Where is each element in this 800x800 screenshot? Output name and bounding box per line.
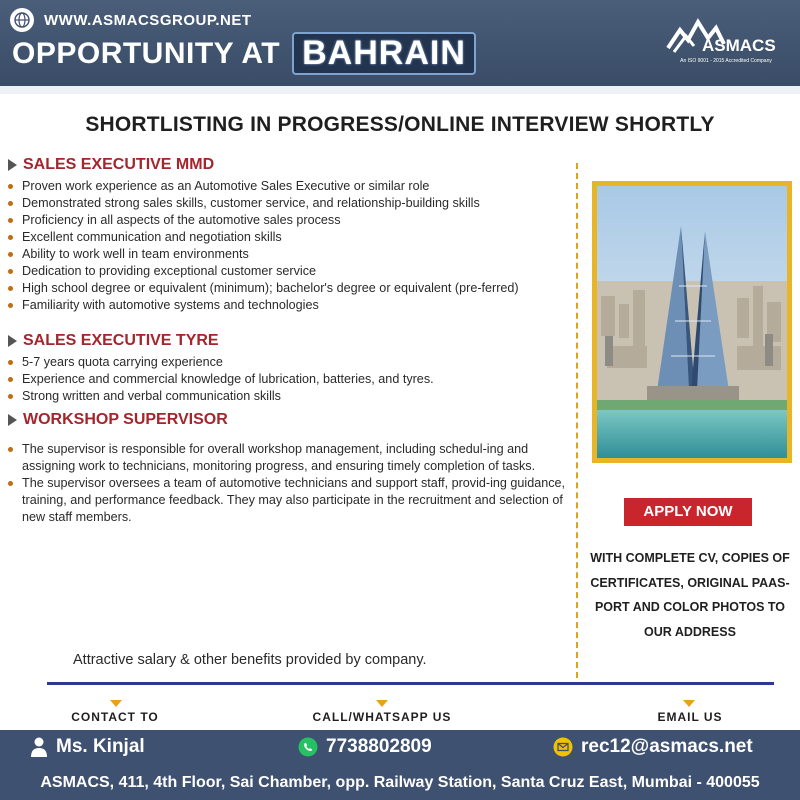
list-item: Ability to work well in team environments bbox=[8, 246, 568, 263]
contact-label: CONTACT TO bbox=[71, 710, 159, 724]
list-item: Demonstrated strong sales skills, customer service, and relationship-building skills bbox=[8, 195, 568, 212]
list-item: 5-7 years quota carrying experience bbox=[8, 354, 568, 371]
logo-tagline: An ISO 9001 - 2015 Accredited Company bbox=[680, 58, 772, 64]
bullet-list bbox=[8, 178, 568, 314]
job-section bbox=[8, 156, 568, 314]
email-label: EMAIL US bbox=[657, 710, 723, 724]
logo-name: ASMACS bbox=[702, 36, 776, 55]
headline: SHORTLISTING IN PROGRESS/ONLINE INTERVIEW SHORTLY bbox=[85, 113, 715, 136]
contact-name: Ms. Kinjal bbox=[56, 736, 145, 757]
section-title bbox=[8, 411, 568, 429]
email-icon bbox=[553, 737, 573, 757]
section-title-text: WORKSHOP SUPERVISOR bbox=[23, 411, 228, 428]
section-title-text: SALES EXECUTIVE TYRE bbox=[23, 332, 219, 349]
list-item: Proven work experience as an Automotive Sales Executive or similar role bbox=[8, 178, 568, 195]
section-title bbox=[8, 156, 568, 174]
contact-phone bbox=[298, 736, 432, 758]
job-section bbox=[8, 332, 568, 405]
horizontal-divider bbox=[47, 682, 774, 685]
phone-number[interactable]: 7738802809 bbox=[326, 736, 432, 757]
triangle-icon bbox=[8, 159, 17, 171]
vertical-divider bbox=[576, 163, 578, 678]
bullet-list bbox=[8, 354, 568, 405]
list-item: Strong written and verbal communication skills bbox=[8, 388, 568, 405]
job-section bbox=[8, 411, 568, 526]
footer-contact-bar bbox=[0, 730, 800, 800]
bullet-list bbox=[8, 441, 568, 526]
office-address: ASMACS, 411, 4th Floor, Sai Chamber, opp. Railway Station, Santa Cruz East, Mumbai - 400055 bbox=[40, 774, 760, 791]
globe-icon bbox=[10, 8, 34, 32]
website-link[interactable]: WWW.ASMACSGROUP.NET bbox=[44, 11, 252, 29]
website-row bbox=[10, 8, 252, 32]
title-location: BAHRAIN bbox=[292, 32, 476, 75]
section-title bbox=[8, 332, 568, 350]
bahrain-tower-photo bbox=[592, 181, 792, 463]
list-item: Proficiency in all aspects of the automotive sales process bbox=[8, 212, 568, 229]
person-icon bbox=[30, 737, 48, 757]
list-item: Familiarity with automotive systems and technologies bbox=[8, 297, 568, 314]
whatsapp-icon bbox=[298, 737, 318, 757]
list-item: The supervisor oversees a team of automotive technicians and support staff, provid-ing guidance, training, and performance feedback. They may also participate in the recruitment and selection of new staff members. bbox=[8, 475, 568, 526]
job-sections bbox=[8, 156, 568, 526]
list-item: Excellent communication and negotiation skills bbox=[8, 229, 568, 246]
call-label: CALL/WHATSAPP US bbox=[312, 710, 452, 724]
caret-down-icon bbox=[110, 700, 122, 707]
salary-note: Attractive salary & other benefits provided by company. bbox=[73, 652, 427, 668]
triangle-icon bbox=[8, 414, 17, 426]
section-title-text: SALES EXECUTIVE MMD bbox=[23, 156, 215, 173]
contact-email bbox=[553, 736, 753, 758]
list-item: High school degree or equivalent (minimum); bachelor's degree or equivalent (pre-ferred) bbox=[8, 280, 568, 297]
list-item: Experience and commercial knowledge of lubrication, batteries, and tyres. bbox=[8, 371, 568, 388]
title-prefix: OPPORTUNITY AT bbox=[12, 36, 281, 70]
caret-down-icon bbox=[683, 700, 695, 707]
apply-instructions: WITH COMPLETE CV, COPIES OF CERTIFICATES, ORIGINAL PAAS-PORT AND COLOR PHOTOS TO OUR ADDRESS bbox=[590, 551, 790, 639]
apply-now-button[interactable]: APPLY NOW bbox=[624, 498, 752, 526]
asmacs-logo bbox=[666, 10, 786, 70]
triangle-icon bbox=[8, 335, 17, 347]
page-title bbox=[12, 32, 476, 75]
email-address[interactable]: rec12@asmacs.net bbox=[581, 736, 753, 757]
header-banner bbox=[0, 0, 800, 86]
list-item: The supervisor is responsible for overall workshop management, including schedul-ing and assigning work to technicians, monitoring progress, and ensuring timely completion of tasks. bbox=[8, 441, 568, 475]
header-underline bbox=[0, 86, 800, 94]
list-item: Dedication to providing exceptional customer service bbox=[8, 263, 568, 280]
contact-person bbox=[30, 736, 145, 758]
caret-down-icon bbox=[376, 700, 388, 707]
